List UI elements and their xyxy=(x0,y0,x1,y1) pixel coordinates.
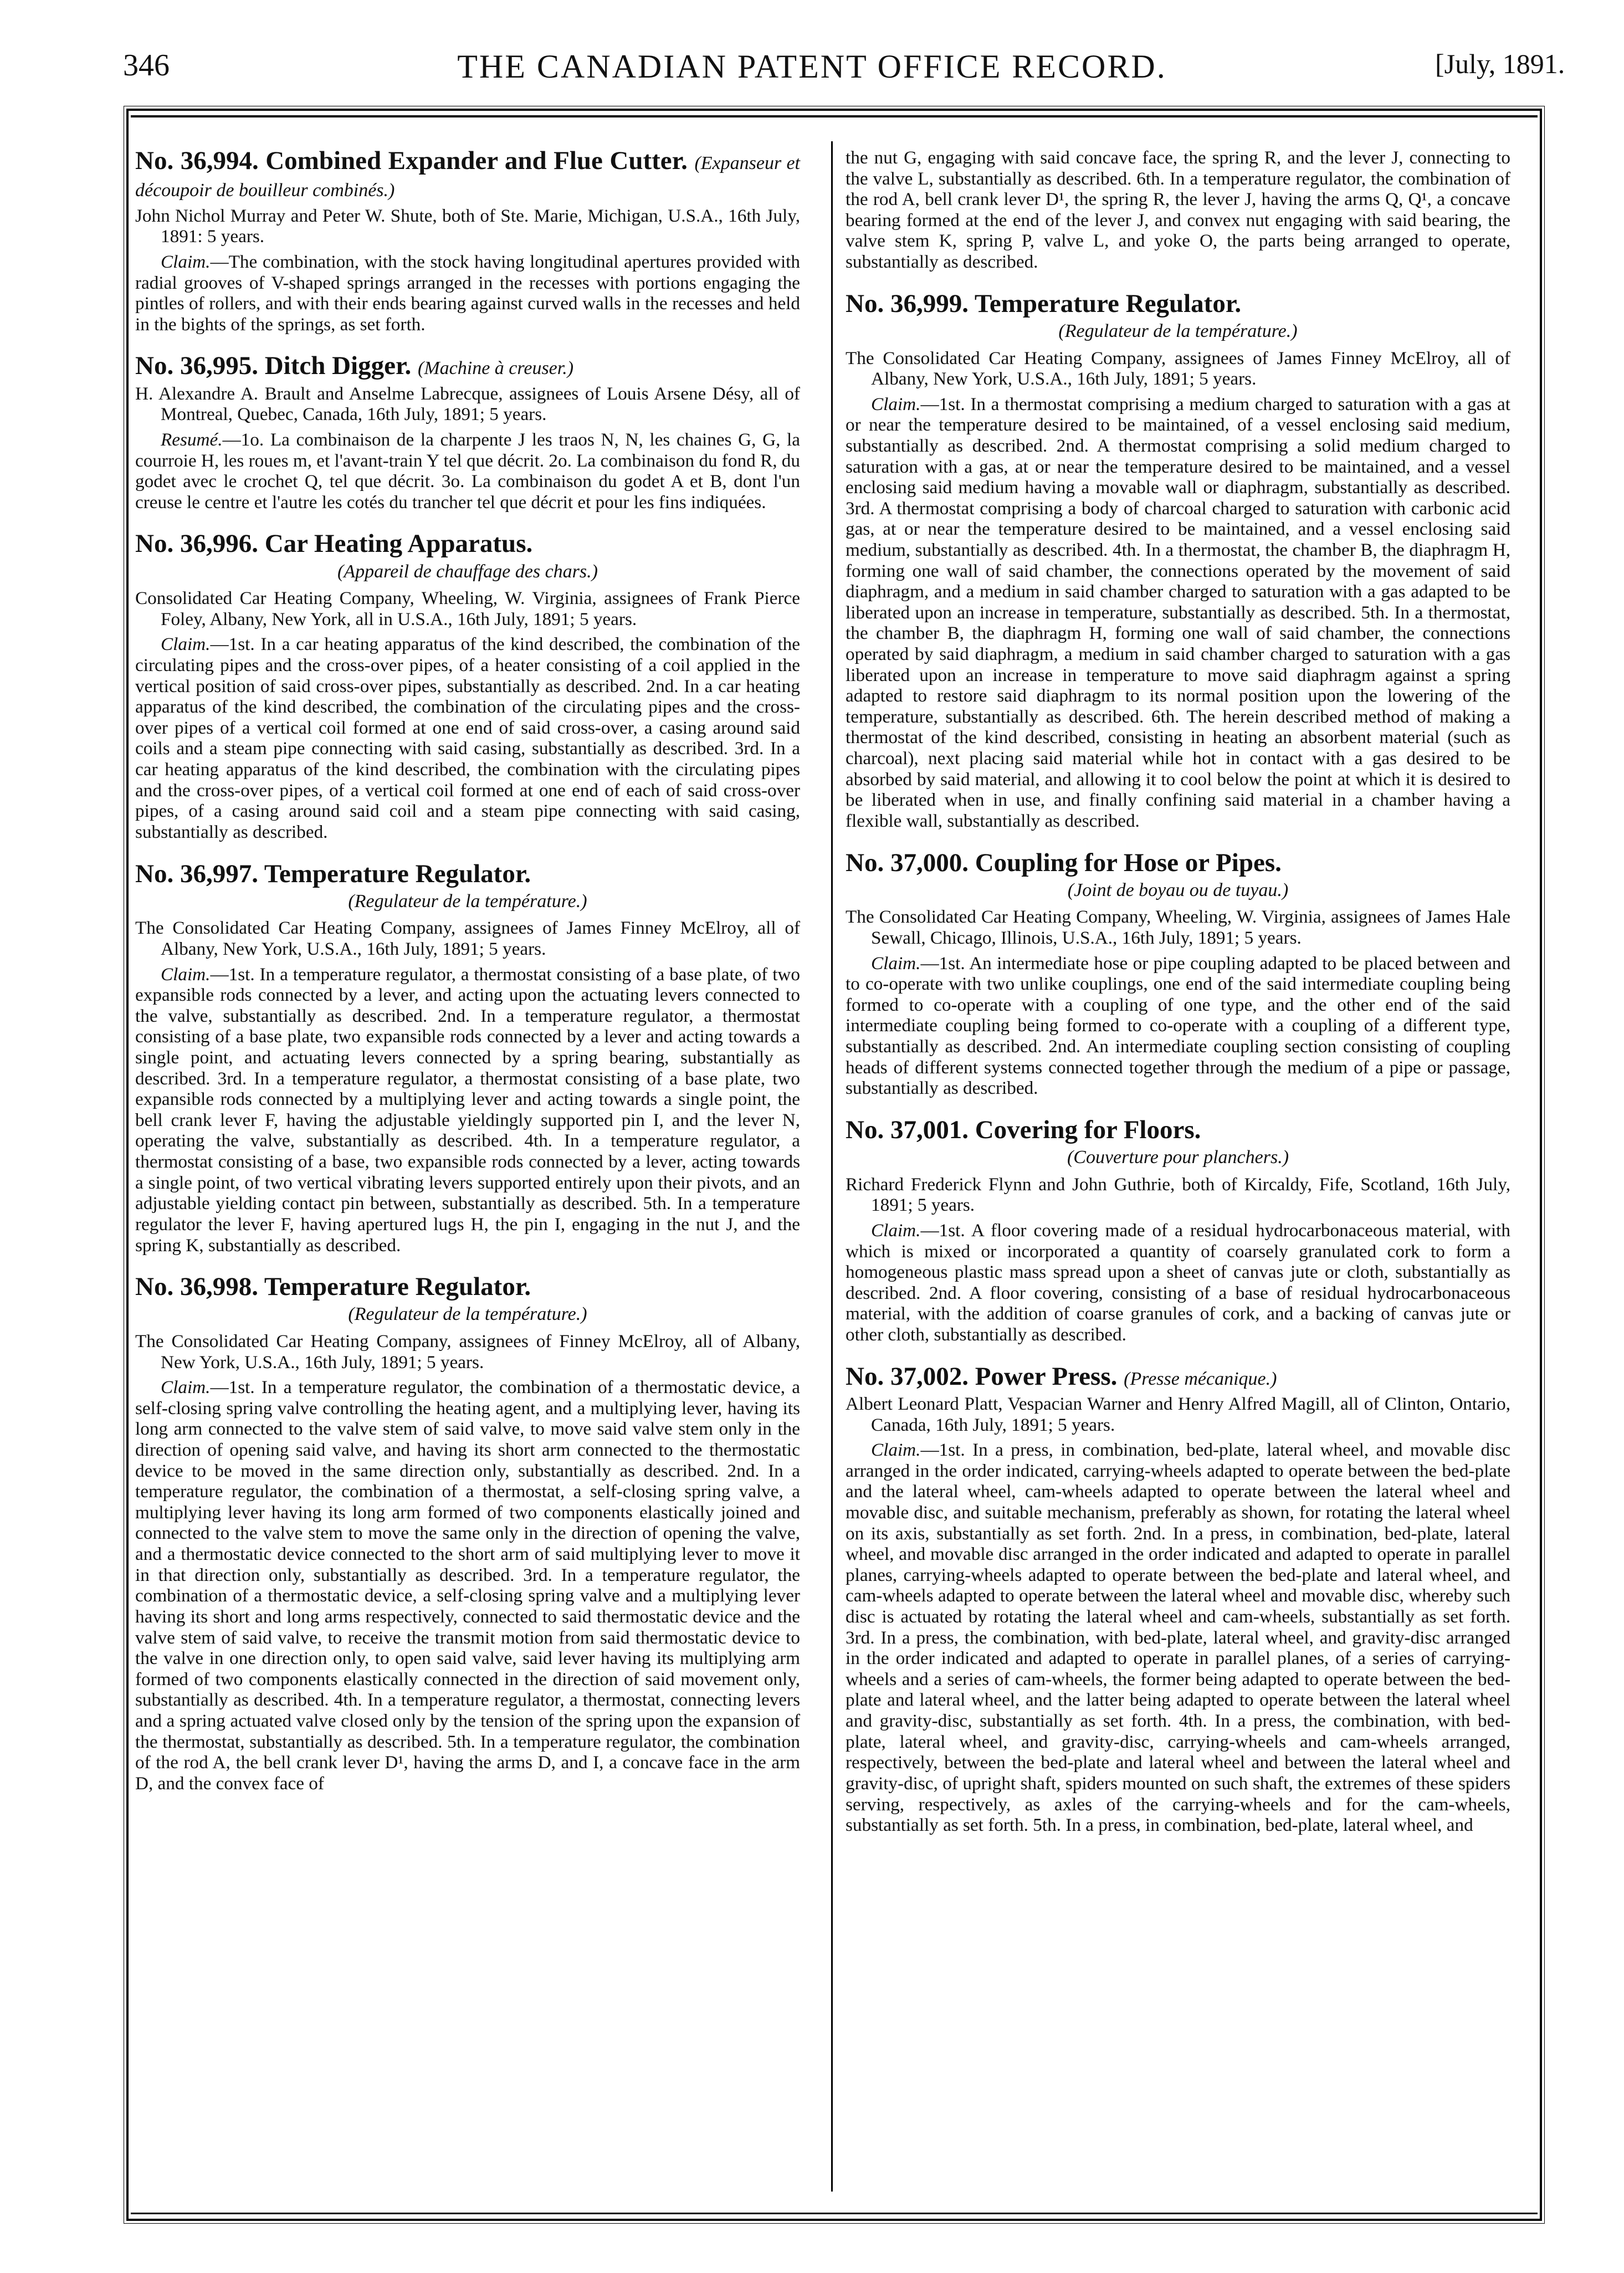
patent-claim xyxy=(135,1377,800,1794)
right-column xyxy=(846,147,1510,1854)
patent-entry xyxy=(846,290,1510,832)
patent-entry xyxy=(846,1117,1510,1345)
claim-text: —1st. In a thermostat comprising a medium charged to saturation with a gas at or near the temperature desired to be maintained, of a vessel enclosing said medium, substantially as described. 2nd. A thermostat comprising a solid medium charged to saturation with a gas, at or near the temperature desired to be maintained, and a vessel enclosing said medium having a movable wall or diaphragm, substantially as described. 3rd. A thermostat comprising a body of charcoal charged to saturation with carbonic acid gas, at or near the temperature desired to be maintained, and a vessel enclosing said medium, substantially as described. 4th. In a thermostat, the chamber B, the diaphragm H, forming one wall of said chamber, the connections operated by the movement of said diaphragm, and a medium in said chamber charged to saturation with a gas adapted to be liberated upon an increase in temperature, substantially as described. 5th. In a thermostat, the chamber B, the diaphragm H, forming one wall of said chamber, the connections operated by said diaphragm, a medium in said chamber charged to saturation with a gas liberated upon an increase in temperature to move said diaphragm against a spring adapted to restore said diaphragm to its normal position upon the lowering of the temperature, substantially as described. 6th. The herein described method of making a thermostat of the kind described, consisting in heating an absorbent material (such as charcoal), next placing said material while hot in contact with a gas desired to be absorbed by said material, and allowing it to cool below the point at which it is desired to be liberated when in use, and finally confining said material in a chamber having a flexible wall, substantially as described. xyxy=(846,393,1510,831)
page-header xyxy=(0,48,1624,98)
claim-text: —1st. In a temperature regulator, a thermostat consisting of a base plate, of two expansible rods connected by a lever, and acting upon the actuating levers connected to the valve, substantially as described. 2nd. In a temperature regulator, a thermostat consisting of a base plate, two expansible rods connected by a lever and acting towards a single point, and actuating levers connected by a spring bearing, substantially as described. 3rd. In a temperature regulator, a thermostat consisting of a base plate, two expansible rods connected by a multiplying lever and acting towards a single point, the bell crank lever F, having the adjustable yieldingly supported pin I, and the lever N, operating the valve, substantially as described. 4th. In a temperature regulator, a thermostat consisting of a base, two expansible rods connected by a lever, acting towards a single point, of two vertical vibrating levers supported entirely upon their pivots, and an adjustable yielding contact pin between, substantially as described. 5th. In a temperature regulator the lever F, having apertured lugs H, the pin I, engaging in the nut J, and the spring K, substantially as described. xyxy=(135,964,800,1256)
claim-label: Claim. xyxy=(161,251,211,272)
patent-entry xyxy=(135,352,800,513)
claim-text: —1o. La combinaison de la charpente J les traos N, N, les chaines G, G, la courroie H, les roues m, et l'avant-train Y tel que décrit. 2o. La combinaison du fond R, du godet avec le crochet Q, tel que décrit. 3o. La combinaison du godet A et B, dont l'un creuse le centre et l'autre les cotés du trancher tel que décrit et pour les fins indiquées. xyxy=(135,429,800,513)
patent-title xyxy=(135,147,800,202)
patent-title: No. 37,001. Covering for Floors. xyxy=(846,1115,1201,1144)
patent-applicant: Richard Frederick Flynn and John Guthrie, both of Kircaldy, Fife, Scotland, 16th July, 1891; 5 years. xyxy=(846,1174,1510,1216)
patent-applicant: The Consolidated Car Heating Company, Wheeling, W. Virginia, assignees of James Hale Sewall, Chicago, Illinois, U.S.A., 16th July, 1891; 5 years. xyxy=(846,907,1510,948)
claim-label: Resumé. xyxy=(161,429,223,450)
patent-claim xyxy=(846,394,1510,832)
patent-applicant: The Consolidated Car Heating Company, assignees of James Finney McElroy, all of Albany, New York, U.S.A., 16th July, 1891; 5 years. xyxy=(135,918,800,959)
patent-entry xyxy=(846,1363,1510,1836)
patent-french-title: (Couverture pour planchers.) xyxy=(1067,1147,1289,1168)
patent-claim xyxy=(135,252,800,335)
continuation-text: the nut G, engaging with said concave face, the spring R, and the lever J, connecting to the valve L, substantially as described. 6th. In a temperature regulator, the combination of the rod A, bell crank lever D¹, the spring R, the lever J, having the arms Q, Q¹, a concave bearing formed at the end of the lever J, and convex nut engaging with said bearing, the valve stem K, spring P, valve L, and yoke O, the parts being arranged to operate, substantially as described. xyxy=(846,147,1510,273)
claim-label: Claim. xyxy=(871,393,921,414)
patent-title-text: No. 36,995. Ditch Digger. xyxy=(135,351,412,381)
claim-text: —The combination, with the stock having longitudinal apertures provided with radial grooves of V-shaped springs arranged in the recesses with portions engaging the pintles of rollers, and with their ends bearing against curved walls in the recesses and held in the bights of the springs, as set forth. xyxy=(135,251,800,335)
patent-entry xyxy=(135,530,800,842)
patent-french-title: (Joint de boyau ou de tuyau.) xyxy=(1067,879,1289,900)
claim-label: Claim. xyxy=(871,1220,921,1241)
patent-applicant: John Nichol Murray and Peter W. Shute, both of Ste. Marie, Michigan, U.S.A., 16th July, 1891: 5 years. xyxy=(135,205,800,247)
patent-claim xyxy=(135,634,800,842)
claim-text: —1st. In a press, in combination, bed-plate, lateral wheel, and movable disc arranged in the order indicated, carrying-wheels adapted to operate between the bed-plate and the lateral wheel, cam-wheels adapted to operate between the lateral wheel and movable disc, and suitable mechanism, preferably as shown, for rotating the lateral wheel on its axis, substantially as set forth. 2nd. In a press, in combination, bed-plate, lateral wheel, and movable disc arranged in the order indicated and adapted to operate in parallel planes, carrying-wheels adapted to operate between the bed-plate and lateral wheel, and cam-wheels adapted to operate between the lateral wheel and movable disc, whereby such disc is actuated by rotating the lateral wheel and cam-wheels, substantially as set forth. 3rd. In a press, the combination, with bed-plate, lateral wheel, and gravity-disc arranged in the order indicated and adapted to operate in parallel planes, of a series of carrying-wheels and a series of cam-wheels, the former being adapted to operate between the bed-plate and lateral wheel, and the latter being adapted to operate between the lateral wheel and gravity-disc, substantially as set forth. 4th. In a press, the combination, with bed-plate, lateral wheel, and gravity-disc, carrying-wheels and cam-wheels arranged, respectively, between the bed-plate and lateral wheel and between the lateral wheel and gravity-disc, of upright shaft, spiders mounted on such shaft, the extremes of these spiders serving, respectively, as axles of the carrying-wheels and for the cam-wheels, substantially as set forth. 5th. In a press, in combination, bed-plate, lateral wheel, and xyxy=(846,1440,1510,1836)
publication-title: THE CANADIAN PATENT OFFICE RECORD. xyxy=(457,48,1167,85)
patent-applicant: The Consolidated Car Heating Company, assignees of James Finney McElroy, all of Albany, New York, U.S.A., 16th July, 1891; 5 years. xyxy=(846,347,1510,390)
patent-title-text: No. 36,994. Combined Expander and Flue Cutter. xyxy=(135,146,688,175)
patent-title-text: No. 37,002. Power Press. xyxy=(846,1361,1118,1391)
patent-title: No. 36,997. Temperature Regulator. xyxy=(135,859,531,888)
issue-date: [July, 1891. xyxy=(1435,48,1565,79)
patent-applicant: Consolidated Car Heating Company, Wheeling, W. Virginia, assignees of Frank Pierce Foley, Albany, New York, all in U.S.A., 16th July, 1891; 5 years. xyxy=(135,588,800,629)
claim-label: Claim. xyxy=(161,1377,211,1398)
patent-applicant: Albert Leonard Platt, Vespacian Warner and Henry Alfred Magill, all of Clinton, Ontario, Canada, 16th July, 1891; 5 years. xyxy=(846,1393,1510,1435)
frame-bottom-rule xyxy=(131,2213,1538,2214)
patent-title: No. 36,998. Temperature Regulator. xyxy=(135,1272,531,1302)
patent-title: No. 36,996. Car Heating Apparatus. xyxy=(135,529,533,559)
claim-label: Claim. xyxy=(161,964,211,985)
patent-applicant: H. Alexandre A. Brault and Anselme Labrecque, assignees of Louis Arsene Désy, all of Montreal, Quebec, Canada, 16th July, 1891; 5 years. xyxy=(135,383,800,425)
patent-french-title: (Regulateur de la température.) xyxy=(1058,321,1298,341)
patent-entry xyxy=(135,1273,800,1794)
patent-entry xyxy=(135,861,800,1256)
patent-french-title: (Machine à creuser.) xyxy=(418,358,574,379)
claim-text: —1st. A floor covering made of a residual hydrocarbonaceous material, with which is mixed or incorporated a quantity of coarsely granulated cork to form a homogeneous plastic mass spread upon a sheet of canvas jute or cloth, substantially as described. 2nd. A floor covering, consisting of a base of residual hydrocarbonaceous material, with the addition of coarse granules of cork, and a backing of canvas jute or other cloth, substantially as described. xyxy=(846,1220,1510,1345)
patent-french-title: (Presse mécanique.) xyxy=(1124,1368,1277,1389)
claim-label: Claim. xyxy=(161,634,211,655)
left-column xyxy=(135,147,800,1811)
patent-applicant: The Consolidated Car Heating Company, assignees of Finney McElroy, all of Albany, New York, U.S.A., 16th July, 1891; 5 years. xyxy=(135,1330,800,1373)
patent-claim xyxy=(846,953,1510,1099)
patent-claim xyxy=(846,1220,1510,1345)
patent-title: No. 36,999. Temperature Regulator. xyxy=(846,289,1242,318)
claim-text: —1st. In a car heating apparatus of the kind described, the combination of the circulating pipes and the cross-over pipes, of a heater consisting of a coil applied in the vertical position of said cross-over pipes, substantially as described. 2nd. In a car heating apparatus of the kind described, the combination of the circulating pipes and the cross-over pipes of a vertical coil formed at one end of said cross-over, a casing around said coils and a steam pipe connecting with said casing, substantially as described. 3rd. In a car heating apparatus of the kind described, the combination with the circulating pipes and the cross-over pipes, of a vertical coil formed at one end of each of said cross-over pipes, of a casing around said coil and a steam pipe connecting with said casing, substantially as described. xyxy=(135,634,800,842)
patent-entry xyxy=(135,147,800,335)
column-divider xyxy=(831,141,833,2192)
patent-claim xyxy=(846,1440,1510,1836)
patent-entry-continuation xyxy=(846,147,1510,273)
patent-french-title: (Expanseur et découpoir de bouilleur combinés.) xyxy=(135,153,800,201)
patent-title: No. 37,000. Coupling for Hose or Pipes. xyxy=(846,848,1282,877)
patent-claim xyxy=(135,964,800,1256)
patent-french-title: (Regulateur de la température.) xyxy=(348,1304,587,1325)
patent-french-title: (Regulateur de la température.) xyxy=(348,890,587,912)
patent-french-title: (Appareil de chauffage des chars.) xyxy=(337,561,598,582)
patent-claim xyxy=(135,429,800,513)
patent-title xyxy=(846,1363,1510,1390)
patent-entry xyxy=(846,849,1510,1099)
page-number: 346 xyxy=(123,48,170,83)
claim-text: —1st. An intermediate hose or pipe coupling adapted to be placed between and to co-operate with two unlike couplings, one end of the said intermediate coupling being formed to co-operate with a coupling of one type, and the other end of the said intermediate coupling being formed to co-operate with a coupling of a different type, substantially as described. 2nd. An intermediate coupling section consisting of coupling heads of different systems connected together through the medium of a pipe or passage, substantially as described. xyxy=(846,953,1510,1099)
claim-text: —1st. In a temperature regulator, the combination of a thermostatic device, a self-closing spring valve controlling the heating agent, and a multiplying lever, having its long arm connected to the valve stem of said valve, to move said valve stem only in the direction of opening said valve, and having its short arm connected to the thermostatic device to be moved in the same direction only, substantially as described. 2nd. In a temperature regulator, the combination of a thermostat, a self-closing spring valve, a multiplying lever having its long arm formed of two components elastically joined and connected to the valve stem to move the same only in the direction of opening the valve, and a thermostatic device connected to the short arm of said multiplying lever to move it in that direction only, substantially as described. 3rd. In a temperature regulator, the combination of a thermostatic device, a self-closing spring valve and a multiplying lever having its short and long arms respectively, connected to said thermostatic device and the valve stem of said valve, to receive the transmit motion from said thermostatic device to the valve in one direction only, to open said valve, said lever having its multiplying arm formed of two components elastically connected in the direction of said movement only, substantially as described. 4th. In a temperature regulator, a thermostat, connecting levers and a spring actuated valve closed only by the tension of the spring upon the expansion of the thermostat, substantially as described. 5th. In a temperature regulator, the combination of the rod A, the bell crank lever D¹, having the arms D, and I, a concave face in the arm D, and the convex face of xyxy=(135,1377,800,1794)
frame-top-rule xyxy=(131,115,1538,117)
claim-label: Claim. xyxy=(871,953,921,974)
patent-title xyxy=(135,352,800,380)
claim-label: Claim. xyxy=(871,1440,921,1461)
